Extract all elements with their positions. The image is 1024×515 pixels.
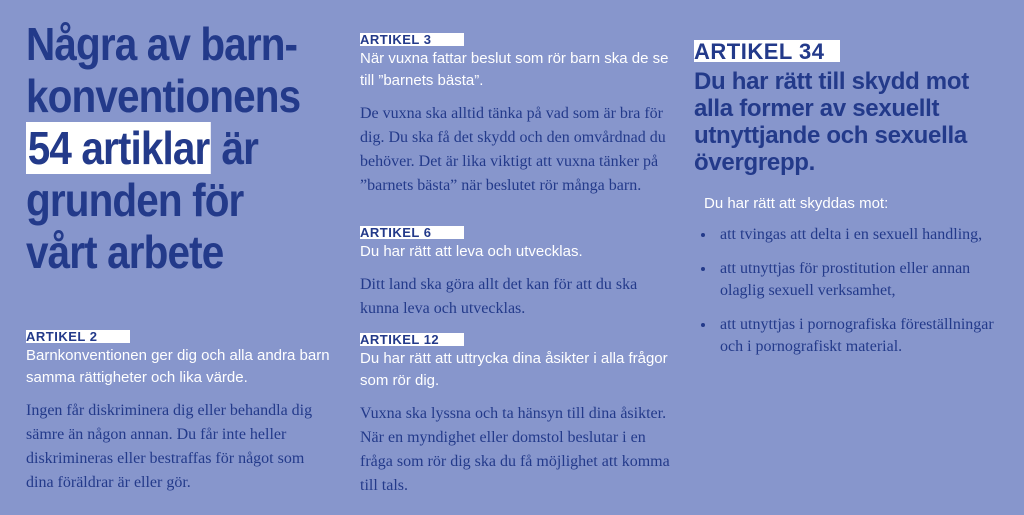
- article-12-body: Vuxna ska lyssna och ta hänsyn till dina åsikter. När en myndighet eller domstol beslutar i en fråga som rör dig ska du få möjlighet att komma till tals.: [360, 405, 670, 494]
- article-6-lead: Du har rätt att leva och utvecklas.: [360, 243, 583, 260]
- headline-line-5: vårt arbete: [26, 226, 224, 278]
- article-12-lead: Du har rätt att uttrycka dina åsikter i alla frågor som rör dig.: [360, 350, 668, 389]
- list-item: • att utnyttjas i pornografiska föreställningar och i pornografiskt material.: [716, 314, 1004, 358]
- page-headline: [26, 18, 308, 278]
- article-3-body: De vuxna ska alltid tänka på vad som är bra för dig. Du ska få det skydd och den omvårdnad du behöver. Det är lika viktigt att vuxna tänker på ”barnets bästa” när beslutet rör många barn.: [360, 105, 666, 194]
- headline-highlight: 54 artiklar: [27, 122, 210, 174]
- article-34-section: [694, 40, 1004, 370]
- article-2-section: [26, 330, 331, 495]
- headline-line-4: grunden för: [26, 174, 244, 226]
- list-item: • att tvingas att delta i en sexuell handling,: [716, 224, 1004, 246]
- article-34-list: [694, 224, 1004, 358]
- article-34-tag: ARTIKEL 34: [694, 40, 840, 62]
- article-12-section: [360, 333, 670, 498]
- article-2-tag: ARTIKEL 2: [26, 330, 130, 343]
- article-3-section: [360, 33, 670, 198]
- article-2-body: Ingen får diskriminera dig eller behandla dig sämre än någon annan. Du får inte heller diskrimineras eller bestraffas för något som dina föräldrar är eller gör.: [26, 402, 313, 491]
- article-3-lead: När vuxna fattar beslut som rör barn ska de se till ”barnets bästa”.: [360, 50, 669, 89]
- article-34-intro: Du har rätt att skyddas mot:: [704, 195, 889, 212]
- article-3-tag: ARTIKEL 3: [360, 33, 464, 46]
- article-6-body: Ditt land ska göra allt det kan för att du ska kunna leva och utvecklas.: [360, 276, 638, 317]
- article-6-section: [360, 226, 670, 321]
- article-6-tag: ARTIKEL 6: [360, 226, 464, 239]
- headline-line-1: Några av barn-: [26, 18, 298, 70]
- article-34-title: Du har rätt till skydd mot alla former av sexuellt utnyttjande och sexuella övergrepp.: [694, 68, 969, 176]
- headline-line-3-rest: är: [211, 122, 259, 174]
- article-12-tag: ARTIKEL 12: [360, 333, 464, 346]
- article-2-lead: Barnkonventionen ger dig och alla andra barn samma rättigheter och lika värde.: [26, 347, 330, 386]
- headline-line-2: konventionens: [26, 70, 301, 122]
- list-item: • att utnyttjas för prostitution eller annan olaglig sexuell verksamhet,: [716, 258, 1004, 302]
